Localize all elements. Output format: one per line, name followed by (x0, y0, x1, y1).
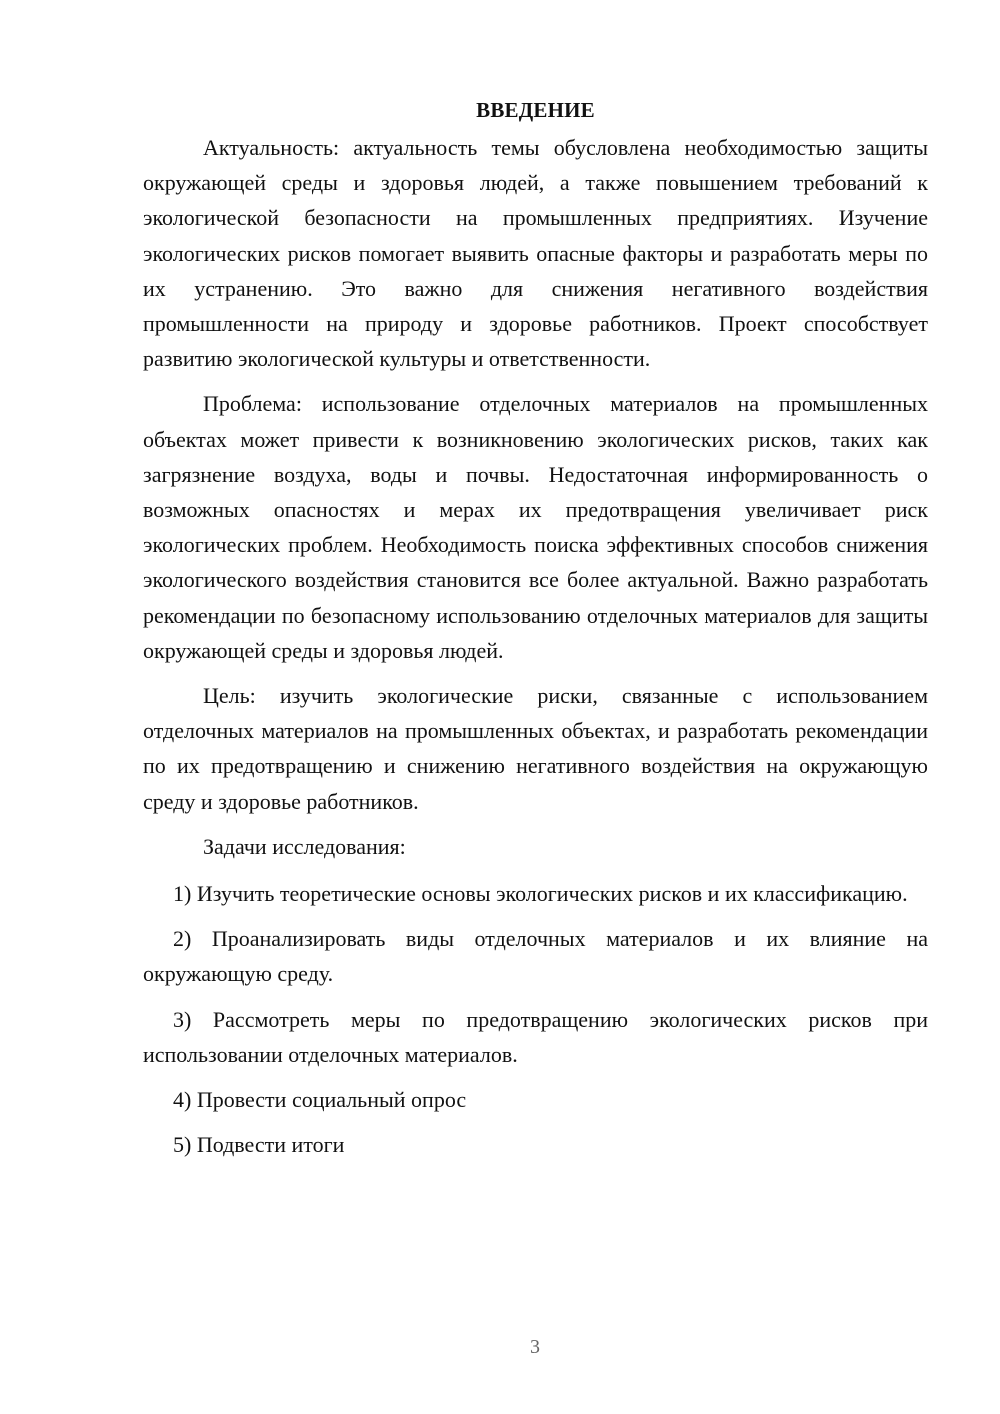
task-item: 5) Подвести итоги (173, 1132, 345, 1158)
relevance-paragraph: Актуальность: актуальность темы обусловлена необходимостью защиты окружающей среды и здоровья людей, а также повышением требований к экологической безопасности на промышленных предприятиях. Изучение экологических рисков помогает выявить опасные факторы и разработать меры по их устранению. Это важно для снижения негативного воздействия промышленности на природу и здоровье работников. Проект способствует развитию экологической культуры и ответственности. (143, 135, 928, 372)
tasks-list (143, 876, 928, 1162)
section-title: ВВЕДЕНИЕ (476, 98, 595, 122)
task-item: 4) Провести социальный опрос (173, 1087, 467, 1113)
page-number: 3 (530, 1336, 540, 1358)
tasks-heading: Задачи исследования: (203, 833, 406, 859)
task-item: 1) Изучить теоретические основы экологических рисков и их классификацию. (173, 881, 908, 907)
task-item: 2) Проанализировать виды отделочных материалов и их влияние на окружающую среду. (143, 926, 928, 987)
task-item: 3) Рассмотреть меры по предотвращению экологических рисков при использовании отделочных материалов. (143, 1006, 928, 1067)
page-content (143, 95, 928, 1172)
problem-paragraph: Проблема: использование отделочных материалов на промышленных объектах может привести к возникновению экологических рисков, таких как загрязнение воздуха, воды и почвы. Недостаточная информированность о возможных опасностях и мерах их предотвращения увеличивает риск экологических проблем. Необходимость поиска эффективных способов снижения экологического воздействия становится все более актуальной. Важно разработать рекомендации по безопасному использованию отделочных материалов для защиты окружающей среды и здоровья людей. (143, 391, 928, 663)
goal-paragraph: Цель: изучить экологические риски, связанные с использованием отделочных материалов на промышленных объектах, и разработать рекомендации по их предотвращению и снижению негативного воздействия на окружающую среду и здоровье работников. (143, 683, 928, 814)
